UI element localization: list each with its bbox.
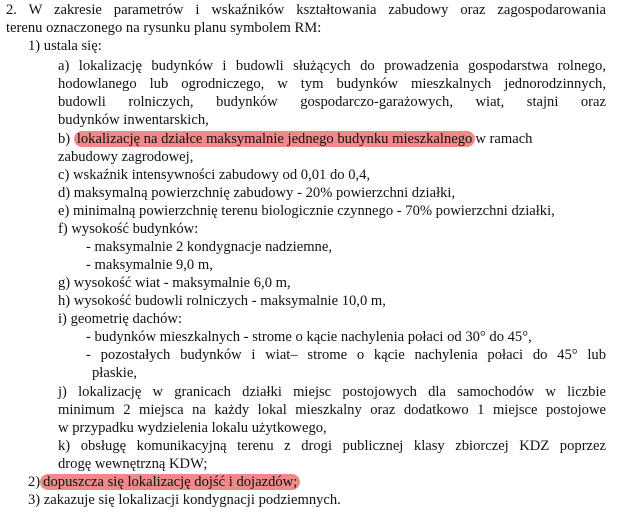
item-j-line-1: j) lokalizację w granicach działki miejsc postojowych dla samochodów w liczbie [58, 384, 606, 400]
item-j-line-2: minimum 2 miejsca na każdy lokal mieszkalny oraz dodatkowo 1 miejsce postojowe [58, 402, 606, 418]
item-3: 3) zakazuje się lokalizacji kondygnacji podziemnych. [28, 492, 341, 508]
item-k-line-1: k) obsługę komunikacyjną terenu z drogi publicznej klasy zbiorczej KDZ poprzez [58, 438, 606, 454]
item-g: g) wysokość wiat - maksymalnie 6,0 m, [58, 275, 291, 291]
item-a-line-3: budowli rolniczych, budynków gospodarczo-garażowych, wiat, stajni oraz [58, 94, 606, 110]
highlighted-text-b: lokalizację na działce maksymalnie jednego budynku mieszkalnego [74, 131, 476, 147]
item-e: e) minimalną powierzchnię terenu biologicznie czynnego - 70% powierzchni działki, [58, 203, 555, 219]
item-i: i) geometrię dachów: [58, 311, 182, 327]
item-f-sub-1: - maksymalnie 2 kondygnacje nadziemne, [86, 239, 332, 255]
item-b-suffix: w ramach [475, 131, 533, 147]
item-a-line-2: hodowlanego lub ogrodniczego, w tym budynków mieszkalnych jednorodzinnych, [58, 76, 606, 92]
item-a-line-4: budynków inwentarskich, [58, 112, 209, 128]
item-b-prefix: b) [58, 131, 71, 147]
item-i-sub-1: - budynków mieszkalnych - strome o kącie nachylenia połaci od 30° do 45°, [86, 329, 532, 345]
heading-line-1: 2. W zakresie parametrów i wskaźników kształtowania zabudowy oraz zagospodarowania [6, 2, 606, 18]
item-f: f) wysokość budynków: [58, 221, 199, 237]
item-d: d) maksymalną powierzchnię zabudowy - 20% powierzchni działki, [58, 185, 456, 201]
highlighted-text-item-2: dopuszcza się lokalizację dojść i dojazdów; [40, 474, 300, 490]
heading-line-2: terenu oznaczonego na rysunku planu symbolem RM: [6, 20, 322, 36]
item-b-line-1 [58, 130, 532, 148]
item-i-sub-2: - pozostałych budynków i wiat– strome o kącie nachylenia połaci do 45° lub [86, 347, 606, 363]
item-2-prefix: 2) [28, 474, 41, 490]
item-2 [28, 473, 300, 491]
item-c: c) wskaźnik intensywności zabudowy od 0,01 do 0,4, [58, 167, 371, 183]
item-f-sub-2: - maksymalnie 9,0 m, [86, 257, 213, 273]
item-h: h) wysokość budowli rolniczych - maksymalnie 10,0 m, [58, 293, 386, 309]
item-j-line-3: w przypadku wydzielenia lokalu użytkowego, [58, 420, 327, 436]
item-a-line-1: a) lokalizację budynków i budowli służących do prowadzenia gospodarstwa rolnego, [58, 58, 606, 74]
item-i-sub-2-cont: płaskie, [92, 365, 137, 381]
item-k-line-2: drogę wewnętrzną KDW; [58, 456, 208, 472]
item-b-line-2: zabudowy zagrodowej, [58, 149, 194, 165]
item-1-label: 1) ustala się: [28, 38, 102, 54]
